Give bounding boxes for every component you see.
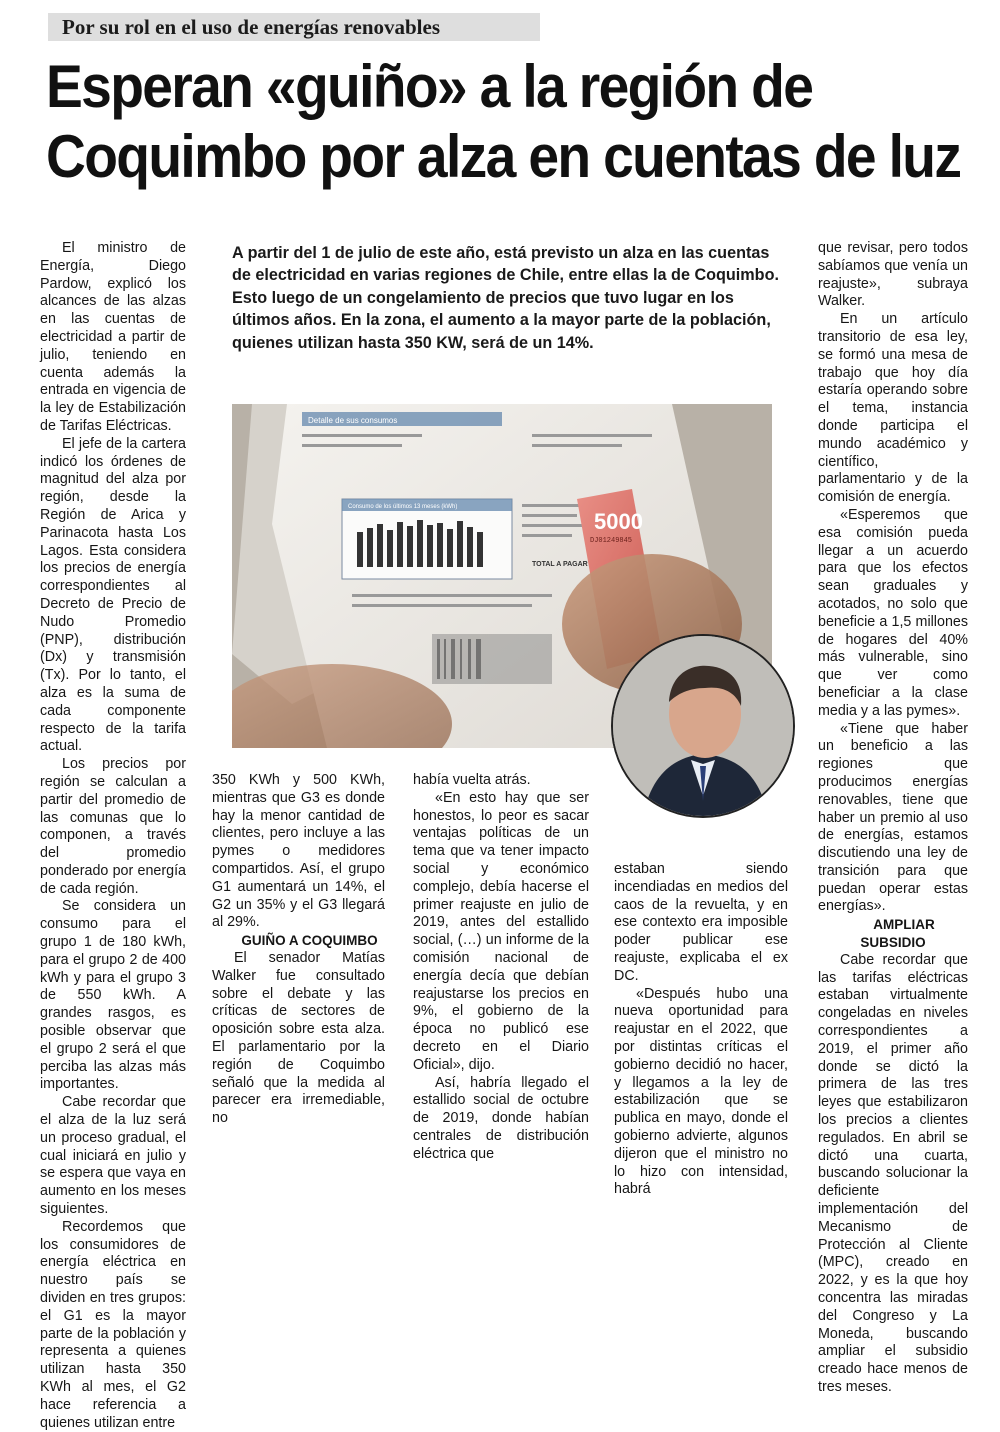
- paragraph: «En esto hay que ser honestos, lo peor es sacar ventajas políticas de un tema que va tener impacto social y económico complejo, debía hacerse el primer reajuste en julio de 2019, antes del estallido social, (…) un informe de la comisión nacional de energía decía que debían reajustarse los precios en 9%, el gobierno de la época no publicó ese decreto en el Diario Oficial», dijo.: [413, 789, 589, 1073]
- kicker-text: Por su rol en el uso de energías renovables: [62, 15, 440, 39]
- paragraph: estaban siendo incendiadas en medios del caos de la revuelta, y en ese contexto era imposible poder publicar ese reajuste, explicaba el ex DC.: [614, 861, 788, 984]
- paragraph: que revisar, pero todos sabíamos que venía un reajuste», subraya Walker.: [818, 240, 968, 310]
- portrait-illustration: [613, 636, 793, 816]
- paragraph: El jefe de la cartera indicó los órdenes de magnitud del alza por región, desde la Región de Arica y Parinacota hasta Los Lagos. Esta considera los precios de energía correspondientes al Decreto de Precio de Nudo Promedio (PNP), distribución (Dx) y transmisión (Tx). Por lo tanto, el alza es la suma de cada componente respecto de la tarifa actual.: [40, 435, 186, 755]
- paragraph: El senador Matías Walker fue consultado sobre el debate y las críticas de sectores de oposición sobre esta alza. El parlamentario por la región de Coquimbo señaló que la medida al parecer era irremediable, no: [212, 949, 385, 1127]
- column-1: [40, 240, 186, 1432]
- kicker-banner: [48, 13, 540, 41]
- section-subhead-guino: GUIÑO A COQUIMBO: [241, 933, 378, 949]
- column-3: [413, 772, 589, 1164]
- paragraph: Se considera un consumo para el grupo 1 de 180 kWh, para el grupo 2 de 400 kWh y para el grupo 3 de 550 kWh. A grandes rasgos, es posible observar que el grupo 2 será el que perciba las alzas más importantes.: [40, 898, 186, 1093]
- paragraph: «Tiene que haber un beneficio a las regiones que producimos energías renovables, tiene que haber un premio al uso de energías, estamos discutiendo una ley de transición para que puedan operar estas energías».: [818, 720, 968, 915]
- section-subhead-subsidio: AMPLIAR SUBSIDIO: [860, 917, 935, 951]
- bill-chart-title: Consumo de los últimos 13 meses (kWh): [348, 504, 458, 510]
- column-5: [818, 240, 968, 1397]
- headline-line-1: Esperan «guiño» a la región de: [46, 53, 813, 120]
- paragraph: había vuelta atrás.: [413, 772, 531, 788]
- lead-paragraph: A partir del 1 de julio de este año, está previsto un alza en las cuentas de electricidad en varias regiones de Chile, entre ellas la de Coquimbo. Esto luego de un congelamiento de precios que tuvo lugar en los últimos años. En la zona, el aumento a la mayor parte de la población, quienes utilizan hasta 350 KW, será de un 14%.: [232, 244, 779, 352]
- banknote-value: 5000: [594, 509, 643, 534]
- column-2: [212, 772, 385, 1128]
- column-4: [614, 861, 788, 1199]
- paragraph: Cabe recordar que las tarifas eléctricas estaban virtualmente congeladas en niveles correspondientes a 2019, el primer año donde se dictó la primera de las tres leyes que estabilizaron los precios a clientes regulados. En abril se dictó una cuarta, buscando solucionar la deficiente implementación del Mecanismo de Protección al Cliente (MPC), creado en 2022, y es la que hoy concentra las miradas del Congreso y La Moneda, buscando ampliar el subsidio creado hace menos de tres meses.: [818, 951, 968, 1395]
- paragraph: Recordemos que los consumidores de energía eléctrica en nuestro país se dividen en tres grupos: el G1 es la mayor parte de la población y representa a quienes utilizan hasta 350 KWh al mes, el G2 hace referencia a quienes utilizan entre: [40, 1218, 186, 1431]
- bill-header: Detalle de sus consumos: [308, 416, 398, 425]
- paragraph: Los precios por región se calculan a partir del promedio de las comunas que lo componen, a través del promedio ponderado por energía de cada región.: [40, 756, 186, 897]
- paragraph: Así, habría llegado el estallido social de octubre de 2019, donde habían centrales de distribución eléctrica que: [413, 1074, 589, 1162]
- banknote-serial: DJ01249845: [590, 537, 633, 545]
- paragraph: El ministro de Energía, Diego Pardow, explicó los alcances de las alzas en las cuentas de electricidad a partir de julio, teniendo en cuenta además la entrada en vigencia de la ley de Estabilización de Tarifas Eléctricas.: [40, 240, 186, 434]
- paragraph: 350 KWh y 500 KWh, mientras que G3 es donde hay la menor cantidad de clientes, pero incluye a las pymes o medidores compartidos. Así, el grupo G1 aumentará un 14%, el G2 un 35% y el G3 llegará al 29%.: [212, 772, 385, 931]
- headline: [46, 52, 961, 192]
- paragraph: Cabe recordar que el alza de la luz será un proceso gradual, el cual iniciará en julio y se espera que vaya en aumento en los meses siguientes.: [40, 1094, 186, 1218]
- bill-total-label: TOTAL A PAGAR: [532, 561, 588, 568]
- senator-portrait: [611, 634, 795, 818]
- paragraph: En un artículo transitorio de esa ley, se formó una mesa de trabajo que hoy día estaría operando sobre el tema, instancia donde participa el mundo académico y científico, parlamentario y de la comisión de energía.: [818, 311, 968, 506]
- paragraph: «Esperemos que esa comisión pueda llegar a un acuerdo para que los efectos sean graduales y acotados, no solo que beneficie a 1,5 millones de hogares del 40% más vulnerable, sino que ver como beneficiar a la clase media y a las pymes».: [818, 506, 968, 719]
- paragraph: «Después hubo una nueva oportunidad para reajustar en el 2022, que por distintas críticas el gobierno decidió no hacer, y llegamos a la ley de estabilización que se publica en mayo, donde el gobierno advierte, algunos dijeron que el ministro no lo hizo con intensidad, habrá: [614, 985, 788, 1198]
- headline-line-2: Coquimbo por alza en cuentas de luz: [46, 123, 961, 190]
